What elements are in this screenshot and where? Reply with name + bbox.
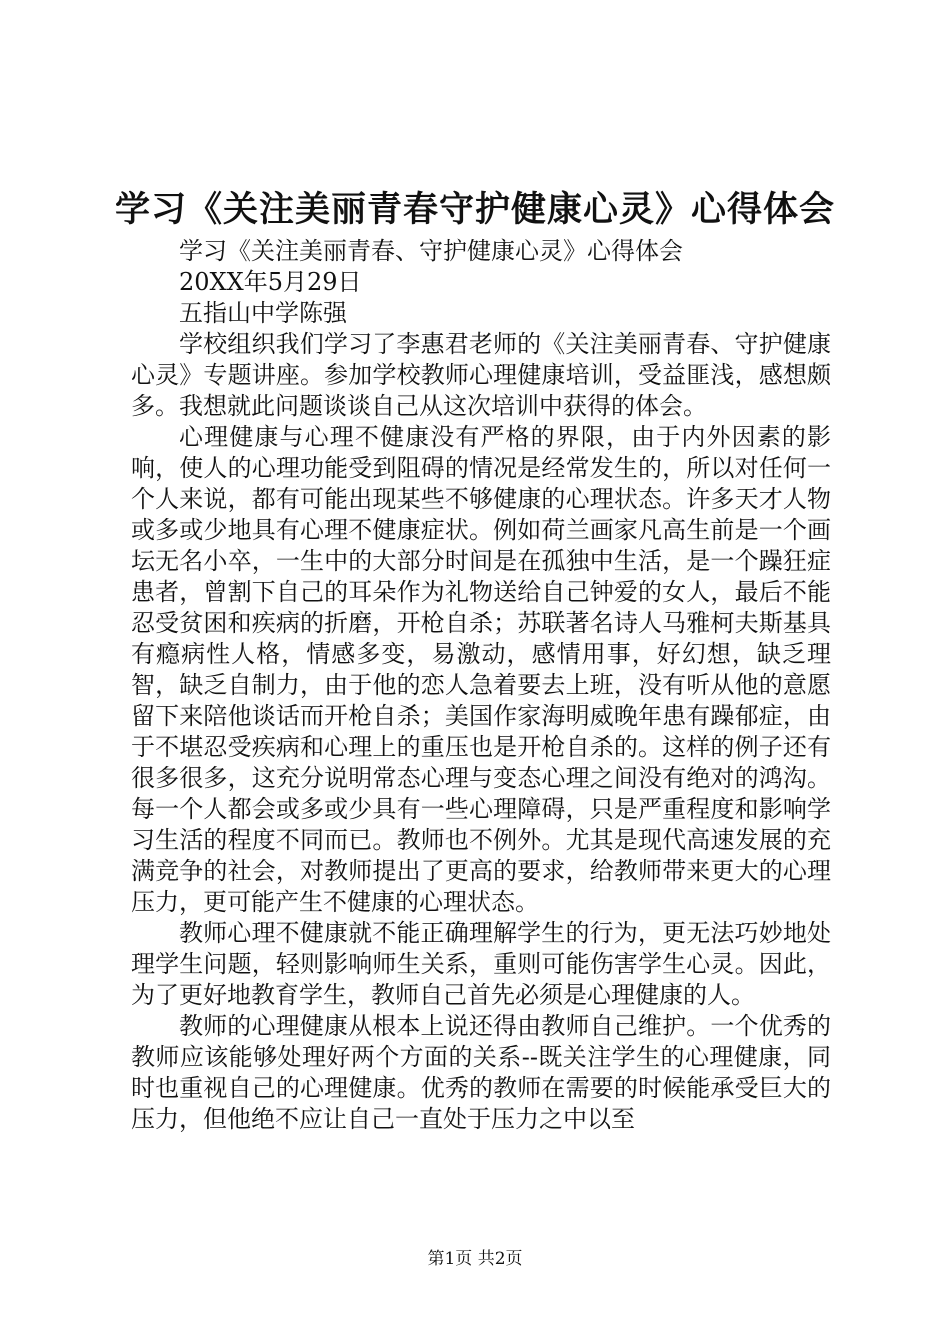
document-title: 学习《关注美丽青春守护健康心灵》心得体会 [114,189,835,230]
body-paragraph: 心理健康与心理不健康没有严格的界限，由于内外因素的影响，使人的心理功能受到阻碍的情况是经常发生的，所以对任何一个人来说，都有可能出现某些不够健康的心理状态。许多天才人物或多或少地具有心理不健康症状。例如荷兰画家凡高生前是一个画坛无名小卒，一生中的大部分时间是在孤独中生活，是一个躁狂症患者，曾割下自己的耳朵作为礼物送给自己钟爱的女人，最后不能忍受贫困和疾病的折磨，开枪自杀；苏联著名诗人马雅柯夫斯基具有瘾病性人格，情感多变，易激动，感情用事，好幻想，缺乏理智，缺乏自制力，由于他的恋人急着要去上班，没有听从他的意愿留下来陪他谈话而开枪自杀；美国作家海明威晚年患有躁郁症，由于不堪忍受疾病和心理上的重压也是开枪自杀的。这样的例子还有很多很多，这充分说明常态心理与变态心理之间没有绝对的鸿沟。每一个人都会或多或少具有一些心理障碍，只是严重程度和影响学习生活的程度不同而已。教师也不例外。尤其是现代高速发展的充满竞争的社会，对教师提出了更高的要求，给教师带来更大的心理压力，更可能产生不健康的心理状态。 [131,423,831,916]
author-line: 五指山中学陈强 [179,299,347,327]
subtitle-line: 学习《关注美丽青春、守护健康心灵》心得体会 [179,237,683,265]
body-paragraph: 教师心理不健康就不能正确理解学生的行为，更无法巧妙地处理学生问题，轻则影响师生关系，重则可能伤害学生心灵。因此，为了更好地教育学生，教师自己首先必须是心理健康的人。 [131,919,831,1009]
document-body [131,236,831,1135]
date-line: 20XX年5月29日 [179,268,362,296]
body-paragraph: 教师的心理健康从根本上说还得由教师自己维护。一个优秀的教师应该能够处理好两个方面的关系--既关注学生的心理健康，同时也重视自己的心理健康。优秀的教师在需要的时候能承受巨大的压力，但他绝不应让自己一直处于压力之中以至 [131,1012,831,1133]
body-paragraph: 学校组织我们学习了李惠君老师的《关注美丽青春、守护健康心灵》专题讲座。参加学校教师心理健康培训，受益匪浅，感想颇多。我想就此问题谈谈自己从这次培训中获得的体会。 [131,330,831,420]
page-footer: 第1页 共2页 [427,1249,523,1269]
